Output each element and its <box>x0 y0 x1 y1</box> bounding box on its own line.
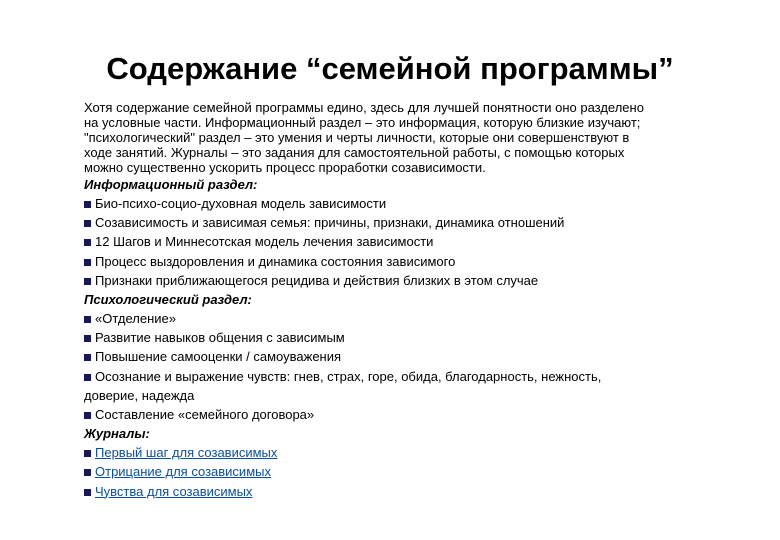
list-item <box>84 405 714 424</box>
journals-section-heading: Журналы: <box>84 426 150 442</box>
list-item-line <box>84 367 714 386</box>
list-item <box>84 309 714 328</box>
square-bullet-icon <box>84 489 91 496</box>
square-bullet-icon <box>84 469 91 476</box>
journal-link-denial[interactable]: Отрицание для созависимых <box>95 464 271 480</box>
journals-list <box>84 443 714 501</box>
list-item-text: Развитие навыков общения с зависимым <box>95 330 345 346</box>
square-bullet-icon <box>84 220 91 227</box>
list-item-text: Осознание и выражение чувств: гнев, страх, горе, обида, благодарность, нежность, <box>95 368 602 384</box>
list-item <box>84 252 714 271</box>
square-bullet-icon <box>84 239 91 246</box>
intro-paragraph <box>84 100 714 175</box>
journal-link-first-step[interactable]: Первый шаг для созависимых <box>95 445 278 461</box>
list-item <box>84 194 714 213</box>
square-bullet-icon <box>84 316 91 323</box>
list-item <box>84 328 714 347</box>
page-title: Содержание “семейной программы” <box>106 51 674 86</box>
slide-content <box>84 100 714 501</box>
list-item <box>84 462 714 481</box>
list-item-text: Повышение самооценки / самоуважения <box>95 349 342 365</box>
intro-line: можно существенно ускорить процесс проработки созависимости. <box>84 160 486 175</box>
square-bullet-icon <box>84 259 91 266</box>
square-bullet-icon <box>84 354 91 361</box>
list-item-text: Составление «семейного договора» <box>95 407 315 423</box>
list-item-text: Признаки приближающегося рецидива и действия близких в этом случае <box>95 272 539 288</box>
intro-line: на условные части. Информационный раздел – это информация, которую близкие изучают; <box>84 115 641 130</box>
square-bullet-icon <box>84 278 91 285</box>
list-item <box>84 443 714 462</box>
psychological-section-heading: Психологический раздел: <box>84 292 252 308</box>
list-item <box>84 482 714 501</box>
informational-section-heading: Информационный раздел: <box>84 177 258 192</box>
list-item <box>84 271 714 290</box>
list-item-text: Созависимость и зависимая семья: причины, признаки, динамика отношений <box>95 215 565 231</box>
intro-line: "психологический" раздел – это умения и черты личности, которые они совершенствуют в <box>84 130 630 145</box>
list-item <box>84 213 714 232</box>
list-item <box>84 367 714 405</box>
intro-line: Хотя содержание семейной программы едино, здесь для лучшей понятности оно разделено <box>84 100 644 115</box>
square-bullet-icon <box>84 412 91 419</box>
list-item-text: Процесс выздоровления и динамика состояния зависимого <box>95 253 456 269</box>
intro-line: ходе занятий. Журналы – это задания для самостоятельной работы, с помощью которых <box>84 145 625 160</box>
list-item <box>84 347 714 366</box>
psychological-list <box>84 309 714 424</box>
list-item-text: Био-психо-социо-духовная модель зависимости <box>95 196 387 211</box>
list-item-text: 12 Шагов и Миннесотская модель лечения зависимости <box>95 234 434 250</box>
square-bullet-icon <box>84 450 91 457</box>
square-bullet-icon <box>84 374 91 381</box>
list-item-line: доверие, надежда <box>84 387 195 403</box>
square-bullet-icon <box>84 335 91 342</box>
list-item <box>84 232 714 251</box>
list-item-text: «Отделение» <box>95 311 176 327</box>
square-bullet-icon <box>84 201 91 208</box>
informational-list <box>84 194 714 290</box>
journal-link-feelings[interactable]: Чувства для созависимых <box>95 483 253 499</box>
